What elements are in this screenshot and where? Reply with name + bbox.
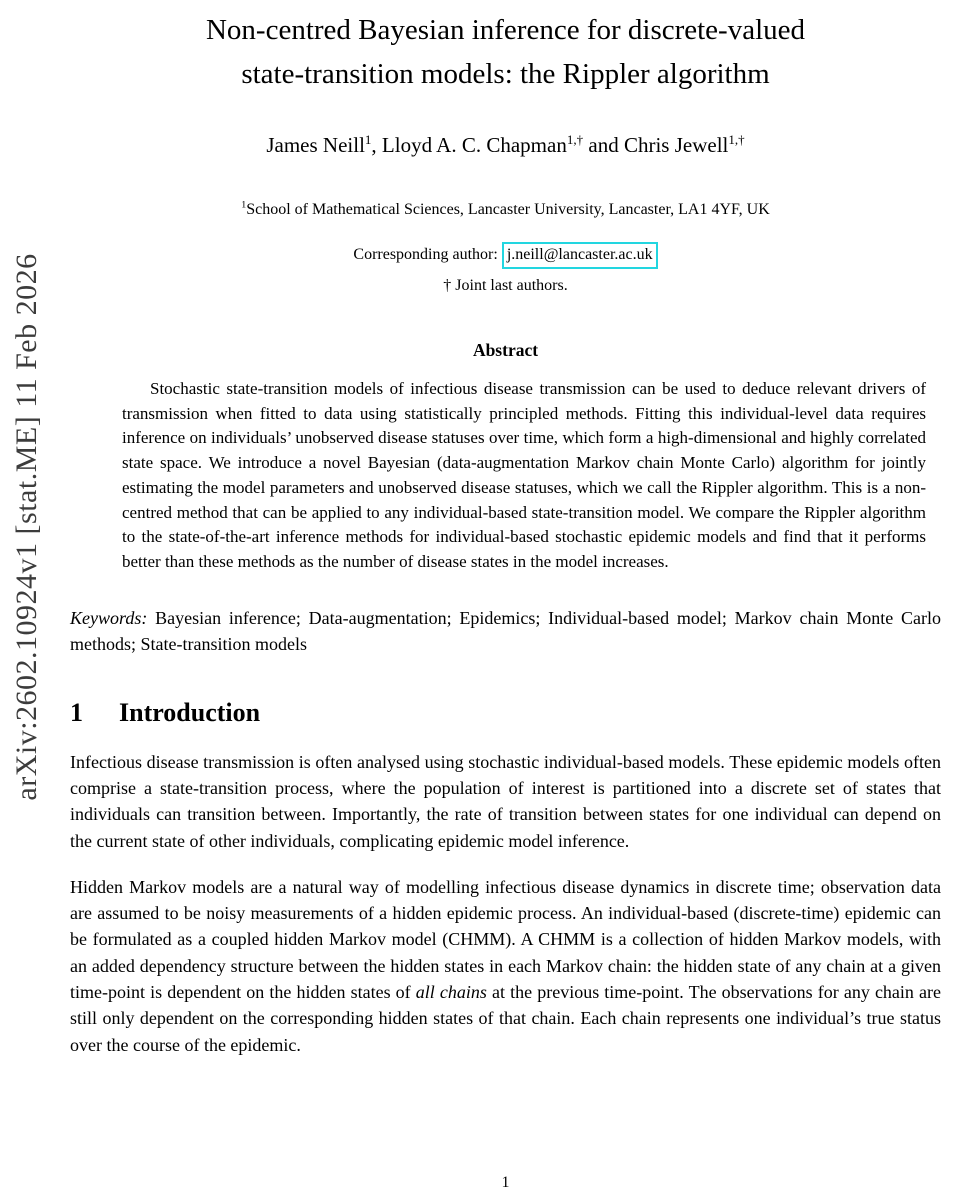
author-3-name: Chris Jewell: [623, 133, 729, 157]
email-link[interactable]: j.neill@lancaster.ac.uk: [502, 242, 658, 269]
keywords-line: [70, 605, 941, 657]
affiliation-text: School of Mathematical Sciences, Lancaster University, Lancaster, LA1 4YF, UK: [246, 201, 770, 218]
page-number: 1: [501, 1174, 510, 1191]
section-1-number: 1: [70, 697, 83, 727]
affiliation-line: [70, 200, 941, 220]
author-1-affiliation-mark: 1: [364, 132, 372, 147]
section-1-heading: [70, 697, 941, 729]
affiliation-mark: 1: [241, 199, 247, 211]
section-1-title: Introduction: [119, 697, 261, 727]
intro-paragraph-2-emphasis: all chains: [415, 982, 487, 1002]
title-line-1: Non-centred Bayesian inference for discrete-valued: [205, 14, 806, 46]
author-1-name: James Neill: [266, 133, 365, 157]
corresponding-author-line: [70, 242, 941, 269]
author-3-affiliation-mark: 1,†: [728, 132, 745, 147]
abstract-heading: Abstract: [472, 340, 539, 360]
author-2-affiliation-mark: 1,†: [566, 132, 584, 147]
keywords-label: Keywords:: [70, 607, 148, 628]
corresponding-author-label: Corresponding author:: [353, 246, 498, 263]
keywords-text: Bayesian inference; Data-augmentation; Epidemics; Individual-based model; Markov chain Monte Carlo methods; State-transition models: [70, 607, 942, 654]
abstract-text: Stochastic state-transition models of infectious disease transmission can be used to deduce relevant drivers of transmission when fitted to data using statistically principled methods. Fitting this individual-level data requires inference on individuals’ unobserved disease statuses over time, which form a high-dimensional and highly correlated state space. We introduce a novel Bayesian (data-augmentation Markov chain Monte Carlo) algorithm for jointly estimating the model parameters and unobserved disease statuses, which we call the Rippler algorithm. This is a non-centred method that can be applied to any individual-based state-transition model. We compare the Rippler algorithm to the state-of-the-art inference methods for individual-based stochastic epidemic models and find that it performs better than these methods as the number of disease states in the model increases.: [122, 379, 926, 571]
joint-authors-note: † Joint last authors.: [443, 277, 568, 294]
intro-paragraph-1: Infectious disease transmission is often analysed using stochastic individual-based models. These epidemic models often comprise a state-transition process, where the population of interest is partitioned into a discrete set of states that individuals can transition between. Importantly, the rate of transition between states for one individual can depend on the current state of other individuals, complicating epidemic model inference.: [70, 751, 941, 851]
intro-paragraph-2: [70, 874, 941, 1058]
paper-content: [70, 0, 941, 1058]
intro-paragraph-2-part-1: Hidden Markov models are a natural way of modelling infectious disease dynamics in discrete time; observation data are assumed to be noisy measurements of a hidden epidemic process. An individual-based (discrete-time) epidemic can be formulated as a coupled hidden Markov model (CHMM). A CHMM is a collection of hidden Markov models, with an added dependency structure between the hidden states in each Markov chain: the hidden state of any chain at a given time-point is dependent on the hidden states of: [70, 876, 941, 1002]
intro-paragraph-2-part-2: at the previous time-point. The observations for any chain are still only dependent on the corresponding hidden states of that chain. Each chain represents one individual’s true status over the course of the epidemic.: [70, 982, 942, 1055]
author-separator-2: and: [583, 133, 624, 157]
author-list: [70, 132, 941, 158]
author-separator-1: ,: [371, 133, 382, 157]
title-line-2: state-transition models: the Rippler algorithm: [241, 58, 770, 90]
author-2-name: Lloyd A. C. Chapman: [381, 133, 567, 157]
paper-title: [70, 8, 941, 96]
arxiv-watermark: arXiv:2602.10924v1 [stat.ME] 11 Feb 2026: [10, 253, 43, 801]
